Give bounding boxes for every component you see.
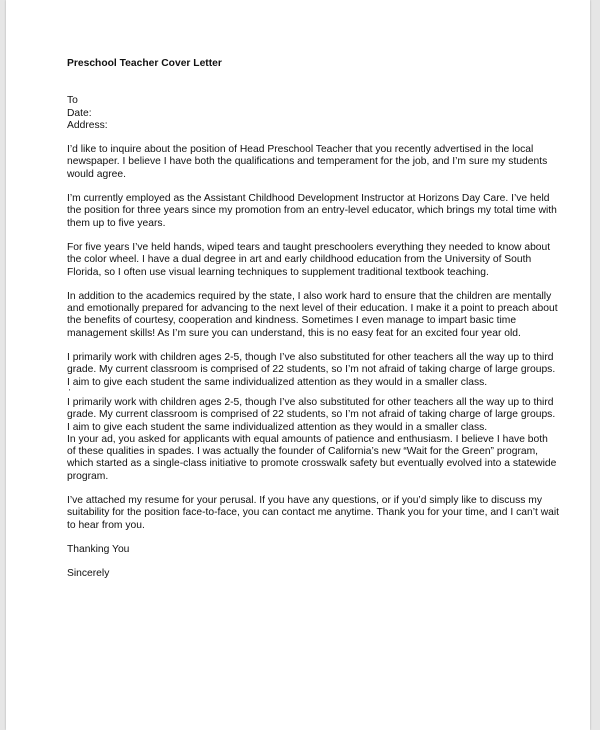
address-date: Date:	[67, 107, 92, 119]
paragraph-experience: For five years I’ve held hands, wiped tears and taught preschoolers everything they needed to know about the color wheel. I have a dual degree in art and early childhood education from the University of South Florida, so I often use visual learning techniques to supplement traditional textbook teaching.	[67, 241, 551, 278]
paragraph-age-groups-repeat: I primarily work with children ages 2-5, though I’ve also substituted for other teachers all the way up to third grade. My current classroom is comprised of 22 students, so I’m not afraid of taking charge of large groups. I aim to give each student the same individualized attention as they would in a smaller class.	[67, 396, 556, 433]
stray-mark: '	[69, 388, 71, 396]
paragraph-academics: In addition to the academics required by the state, I also work hard to ensure that the children are mentally and emotionally prepared for advancing to the next level of their education. I make it a point to preach about the benefits of courtesy, cooperation and kindness. Sometimes I even manage to impart basic time management skills! As I’m sure you can understand, this is no easy feat for an excited four year old.	[67, 290, 558, 339]
closing-sincerely: Sincerely	[67, 568, 110, 580]
address-block	[67, 95, 559, 132]
paragraph-employment: I’m currently employed as the Assistant Childhood Development Instructor at Horizons Day Care. I’ve held the position for three years since my promotion from an entry-level educator, which brings my total time with them up to five years.	[67, 193, 557, 229]
letter-body	[67, 58, 559, 581]
paragraph-qualities: In your ad, you asked for applicants with equal amounts of patience and enthusiasm. I believe I have both of these qualities in spades. I was actually the founder of California’s new “Wait for the Green” program, which started as a single-class initiative to promote crosswalk safety but eventually evolved into a statewide program.	[67, 433, 557, 482]
address-to: To	[67, 95, 78, 107]
address-address: Address:	[67, 119, 108, 131]
closing-thanks: Thanking You	[67, 543, 130, 555]
document-page	[6, 0, 590, 730]
paragraph-age-groups: I primarily work with children ages 2-5, though I’ve also substituted for other teachers all the way up to third grade. My current classroom is comprised of 22 students, so I’m not afraid of taking charge of large groups. I aim to give each student the same individualized attention as they would in a smaller class.	[67, 352, 556, 388]
paragraph-inquiry: I’d like to inquire about the position of Head Preschool Teacher that you recently advertised in the local newspaper. I believe I have both the qualifications and temperament for the job, and I’m sure my students would agree.	[67, 144, 548, 180]
document-title: Preschool Teacher Cover Letter	[67, 58, 222, 69]
paragraph-resume: I’ve attached my resume for your perusal. If you have any questions, or if you’d simply like to discuss my suitability for the position face-to-face, you can contact me anytime. Thank you for your time, and I can’t wait to hear from you.	[67, 495, 560, 531]
